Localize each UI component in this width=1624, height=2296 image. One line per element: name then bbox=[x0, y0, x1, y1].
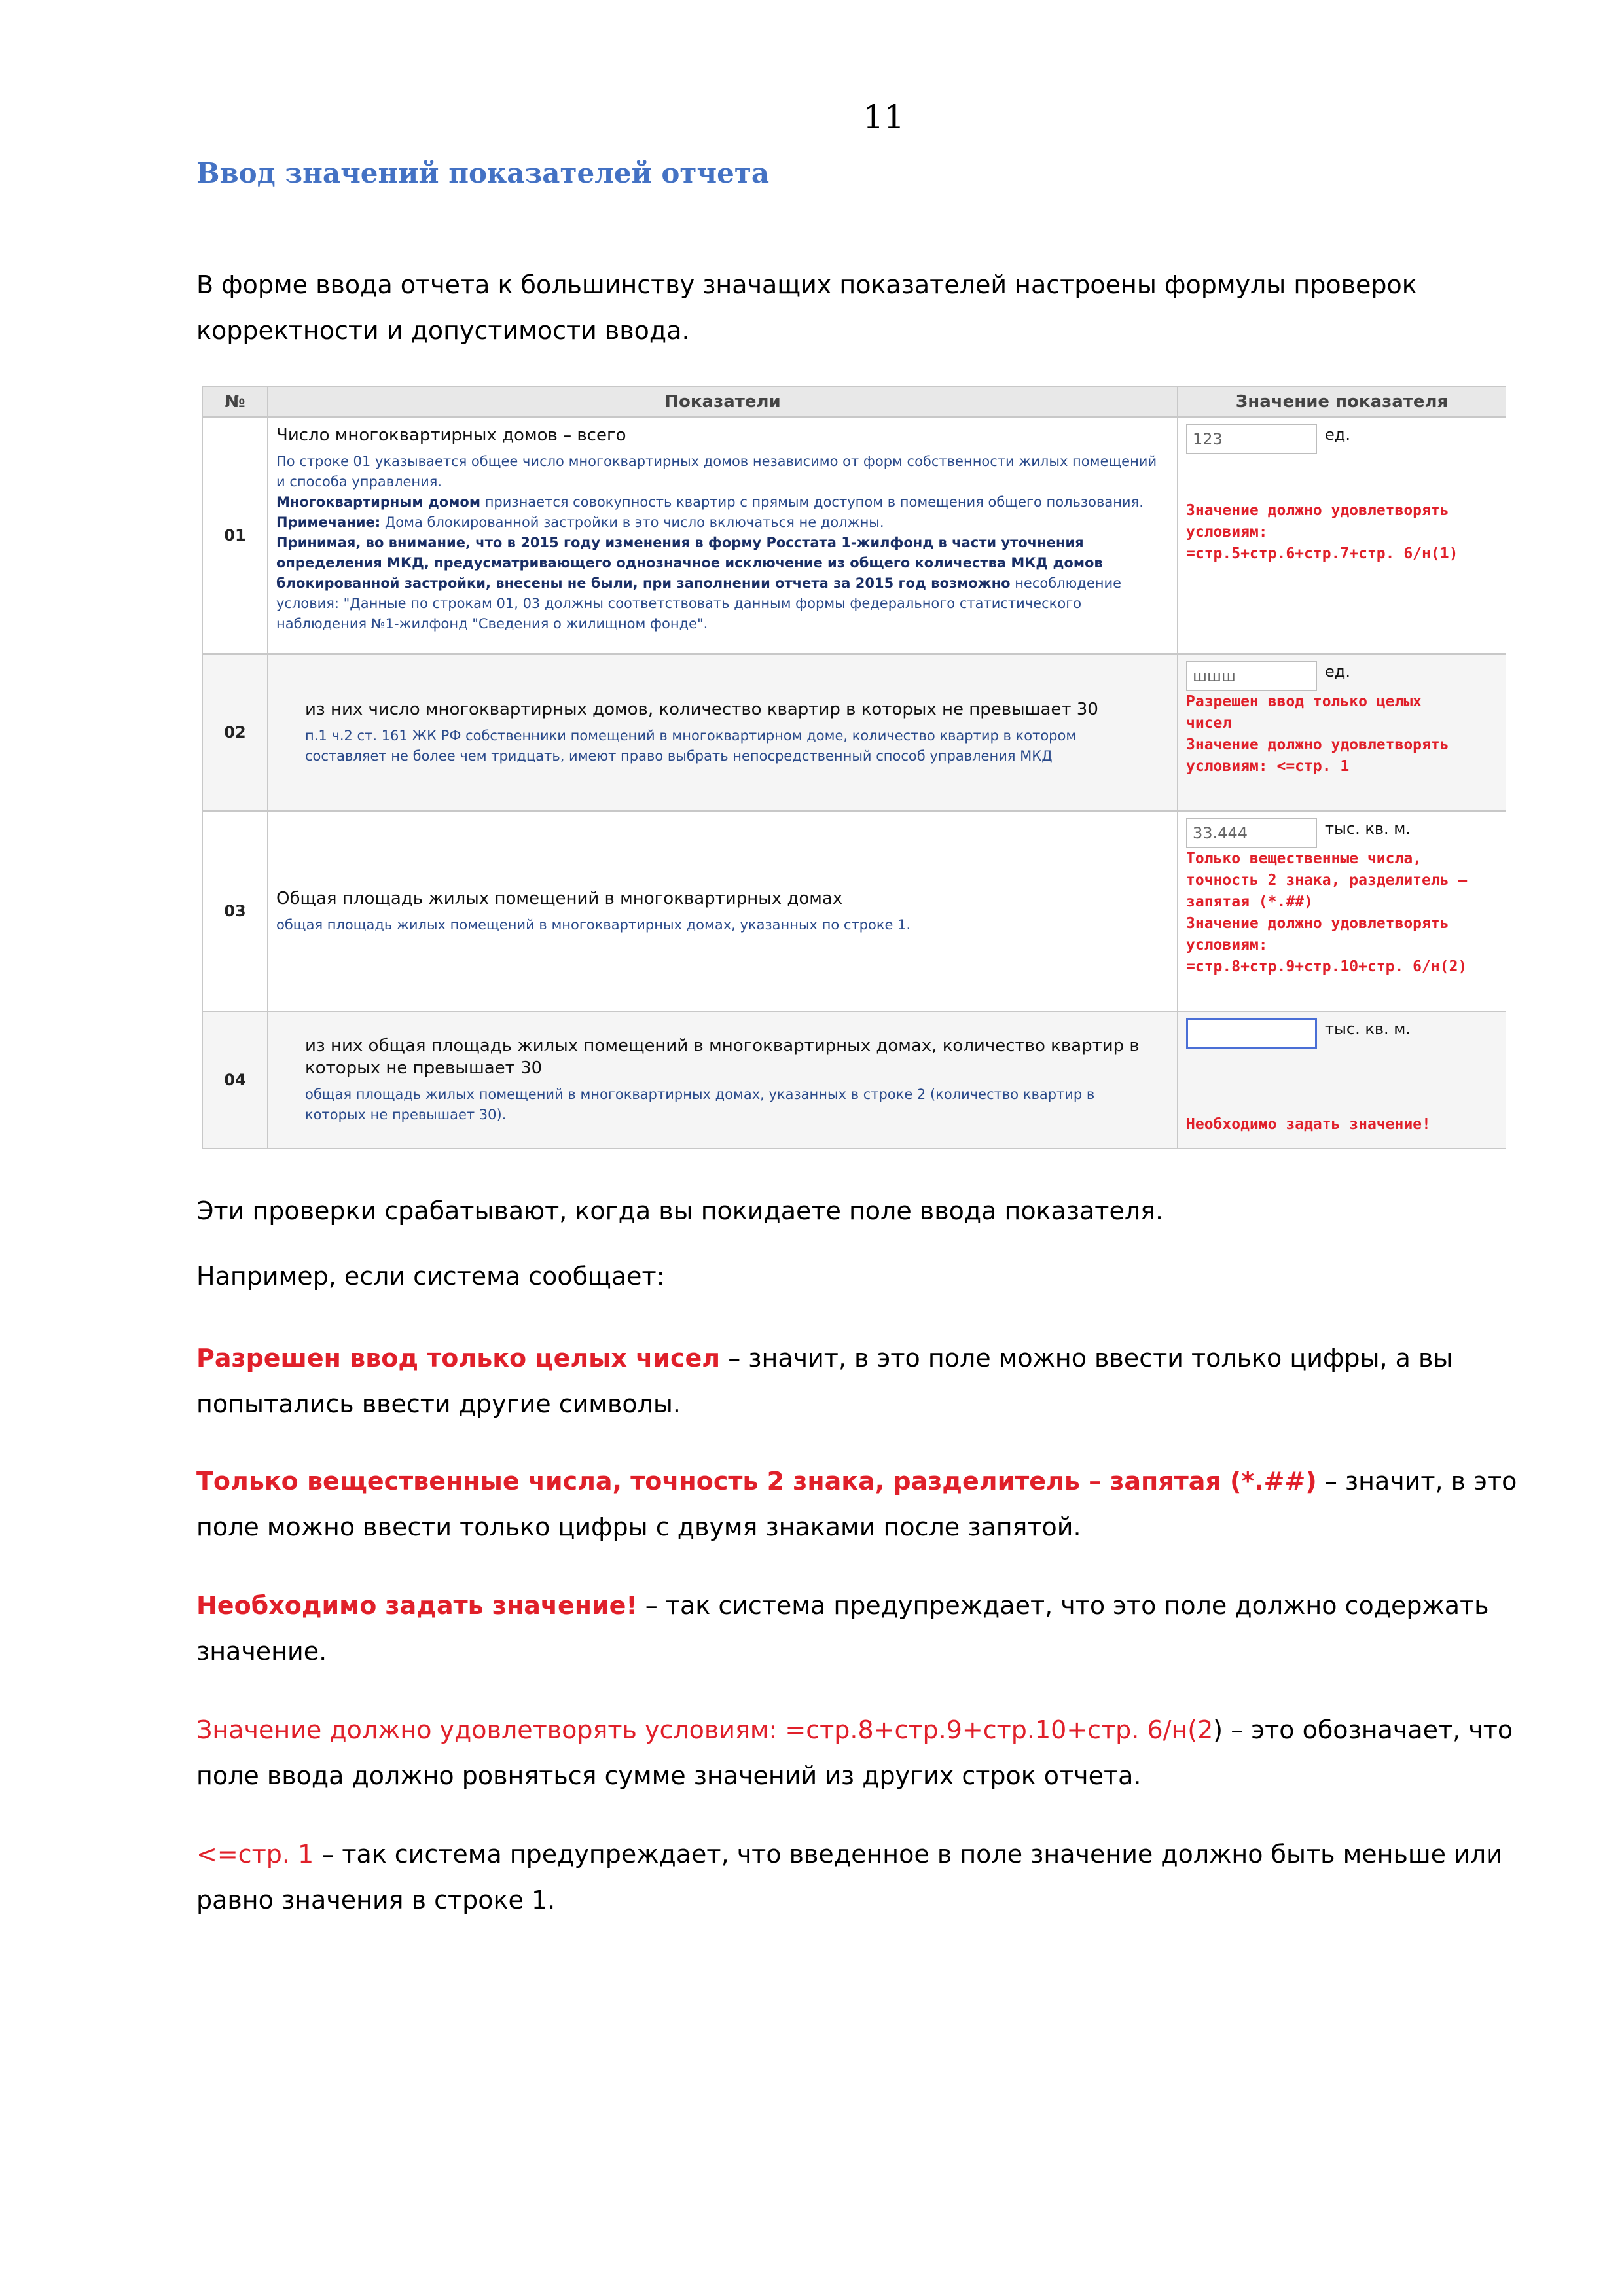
paragraph-less-equal: <=стр. 1 – так система предупреждает, что введенное в поле значение должно быть меньше или равно значения в строке 1. bbox=[196, 1840, 1502, 1914]
unit-label: тыс. кв. м. bbox=[1325, 1020, 1411, 1038]
table-row bbox=[202, 1011, 1506, 1149]
table-row bbox=[202, 811, 1506, 1011]
intro-paragraph: В форме ввода отчета к большинству значащих показателей настроены формулы проверок корректности и допустимости ввода. bbox=[196, 270, 1417, 345]
error-required: Необходимо задать значение! bbox=[196, 1591, 638, 1620]
unit-label: ед. bbox=[1325, 425, 1350, 444]
validation-message: Значение должно удовлетворять условиям: <=стр. 1 bbox=[1186, 736, 1449, 775]
value-input-03[interactable] bbox=[1186, 818, 1317, 848]
indicator-label: Общая площадь жилых помещений в многоквартирных домах bbox=[276, 888, 843, 908]
table-row bbox=[202, 654, 1506, 811]
value-cell bbox=[1178, 1011, 1506, 1149]
indicator-cell bbox=[268, 417, 1178, 654]
header-indicators: Показатели bbox=[268, 387, 1178, 417]
indicator-label: из них число многоквартирных домов, количество квартир в которых не превышает 30 bbox=[305, 700, 1098, 719]
row-number: 01 bbox=[202, 417, 268, 654]
paragraph-checks: Эти проверки срабатывают, когда вы покидаете поле ввода показателя. bbox=[196, 1196, 1164, 1225]
indicator-note: По строке 01 указывается общее число многоквартирных домов независимо от форм собственности жилых помещений и способа управления. Многоквартирным домом признается совокупность квартир с прямым доступом в помещения общего пользования. Примечание: Дома блокированной застройки в это число включаться не должны. Принимая, во внимание, что в 2015 году изменения в форму Росстата 1-жилфонд в части уточнения определения МКД, предусматривающего однозначное исключение из общего количества МКД домов блокированной застройки, внесены не были, при заполнении отчета за 2015 год возможно несоблюдение условия: "Данные по строкам 01, 03 должны соответствовать данным формы федерального статистического наблюдения №1-жилфонд "Сведения о жилищном фонде". bbox=[276, 454, 1157, 632]
table-header-row bbox=[202, 387, 1506, 417]
indicator-note: п.1 ч.2 ст. 161 ЖК РФ собственники помещений в многоквартирном доме, количество квартир в котором составляет не более чем тридцать, имеют право выбрать непосредственный способ управления МКД bbox=[305, 728, 1077, 764]
validation-message: Значение должно удовлетворять условиям: =стр.5+стр.6+стр.7+стр. 6/н(1) bbox=[1186, 502, 1458, 562]
indicators-table bbox=[202, 386, 1506, 1149]
validation-message: Значение должно удовлетворять условиям: =стр.8+стр.9+стр.10+стр. 6/н(2) bbox=[1186, 915, 1468, 975]
paragraph-example: Например, если система сообщает: bbox=[196, 1262, 665, 1291]
table-row bbox=[202, 417, 1506, 654]
header-value: Значение показателя bbox=[1178, 387, 1506, 417]
indicator-cell bbox=[268, 1011, 1178, 1149]
error-condition: Значение должно удовлетворять условиям: =стр.8+стр.9+стр.10+стр. 6/н(2 bbox=[196, 1715, 1214, 1744]
validation-message: Разрешен ввод только целых чисел bbox=[1186, 693, 1422, 732]
section-heading: Ввод значений показателей отчета bbox=[196, 157, 770, 189]
paragraph-decimal: Только вещественные числа, точность 2 знака, разделитель – запятая (*.##) – значит, в это поле можно ввести только цифры с двумя знаками после запятой. bbox=[196, 1467, 1517, 1541]
error-int-only: Разрешен ввод только целых чисел bbox=[196, 1344, 721, 1372]
row-number: 02 bbox=[202, 654, 268, 811]
report-form-screenshot bbox=[202, 386, 1506, 1158]
error-less-equal: <=стр. 1 bbox=[196, 1840, 314, 1869]
indicator-note: общая площадь жилых помещений в многоквартирных домах, указанных по строке 1. bbox=[276, 916, 911, 933]
value-cell bbox=[1178, 417, 1506, 654]
indicator-cell bbox=[268, 811, 1178, 1011]
unit-label: тыс. кв. м. bbox=[1325, 819, 1411, 838]
row-number: 04 bbox=[202, 1011, 268, 1149]
value-cell bbox=[1178, 811, 1506, 1011]
header-num: № bbox=[202, 387, 268, 417]
indicator-note: общая площадь жилых помещений в многоквартирных домах, указанных в строке 2 (количество квартир в которых не превышает 30). bbox=[305, 1086, 1095, 1122]
value-input-01[interactable] bbox=[1186, 424, 1317, 454]
paragraph-condition: Значение должно удовлетворять условиям: =стр.8+стр.9+стр.10+стр. 6/н(2) – это обозначает, что поле ввода должно ровняться сумме значений из других строк отчета. bbox=[196, 1715, 1513, 1790]
indicator-label: Число многоквартирных домов – всего bbox=[276, 425, 626, 445]
indicator-label: из них общая площадь жилых помещений в многоквартирных домах, количество квартир в которых не превышает 30 bbox=[305, 1036, 1140, 1078]
value-input-02[interactable] bbox=[1186, 661, 1317, 691]
value-input-04[interactable] bbox=[1186, 1018, 1317, 1049]
unit-label: ед. bbox=[1325, 662, 1350, 681]
error-decimal: Только вещественные числа, точность 2 знака, разделитель – запятая (*.##) bbox=[196, 1467, 1317, 1496]
value-cell bbox=[1178, 654, 1506, 811]
indicator-cell bbox=[268, 654, 1178, 811]
page-number: 11 bbox=[863, 98, 905, 136]
paragraph-required: Необходимо задать значение! – так система предупреждает, что это поле должно содержать значение. bbox=[196, 1591, 1489, 1666]
row-number: 03 bbox=[202, 811, 268, 1011]
paragraph-int-only: Разрешен ввод только целых чисел – значит, в это поле можно ввести только цифры, а вы попытались ввести другие символы. bbox=[196, 1344, 1453, 1418]
validation-message: Необходимо задать значение! bbox=[1186, 1116, 1431, 1133]
validation-message: Только вещественные числа, точность 2 знака, разделитель – запятая (*.##) bbox=[1186, 850, 1468, 910]
